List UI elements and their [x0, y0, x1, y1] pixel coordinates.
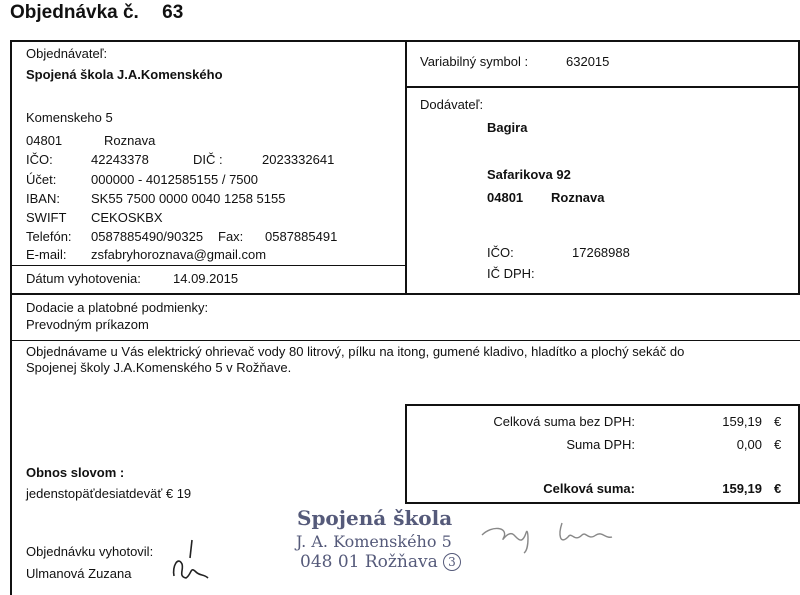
stamp-mark: 3 — [443, 553, 461, 571]
in-words-label: Obnos slovom : — [26, 465, 125, 480]
customer-phone-label: Telefón: — [26, 229, 72, 244]
vat-currency: € — [774, 437, 782, 452]
subtotal-label: Celková suma bez DPH: — [493, 414, 635, 429]
issued-by-label: Objednávku vyhotovil: — [26, 544, 154, 559]
customer-account: 000000 - 4012585155 / 7500 — [91, 172, 258, 187]
in-words-value: jedenstopäťdesiatdeväť € 19 — [26, 486, 192, 501]
frame-middle — [405, 40, 407, 295]
supplier-street: Safarikova 92 — [487, 167, 571, 182]
order-title — [10, 2, 183, 24]
order-body-line2: Spojenej školy J.A.Komenského 5 v Rožňave. — [26, 360, 292, 375]
date-label: Dátum vyhotovenia: — [26, 271, 141, 286]
customer-heading: Objednávateľ: — [26, 46, 108, 61]
terms-label: Dodacie a platobné podmienky: — [26, 300, 209, 315]
stamp-line1: Spojená škola — [297, 506, 453, 530]
order-title-label: Objednávka č. — [10, 2, 139, 23]
supplier-icdph-label: IČ DPH: — [487, 266, 535, 281]
customer-name: Spojená škola J.A.Komenského — [26, 67, 223, 82]
customer-zip: 04801 — [26, 133, 63, 148]
supplier-name: Bagira — [487, 120, 528, 135]
customer-street: Komenskeho 5 — [26, 110, 113, 125]
supplier-city: Roznava — [551, 190, 605, 205]
customer-city: Roznava — [104, 133, 156, 148]
subtotal-currency: € — [774, 414, 782, 429]
customer-swift: CEKOSKBX — [91, 210, 163, 225]
customer-fax: 0587885491 — [265, 229, 338, 244]
vat-label: Suma DPH: — [566, 437, 635, 452]
customer-ico-label: IČO: — [26, 152, 53, 167]
customer-dic: 2023332641 — [262, 152, 335, 167]
header-bottom — [10, 293, 800, 295]
stamp-line2: J. A. Komenského 5 — [296, 532, 452, 551]
customer-swift-label: SWIFT — [26, 210, 67, 225]
supplier-zip: 04801 — [487, 190, 524, 205]
vs-divider — [405, 86, 800, 88]
order-body-line1: Objednávame u Vás elektrický ohrievač vody 80 litrový, pílku na itong, gumené kladivo, hladítko a plochý sekáč do — [26, 344, 685, 359]
variable-symbol-value: 632015 — [566, 54, 610, 69]
customer-email: zsfabryhoroznava@gmail.com — [91, 247, 267, 262]
stamp-line3: 048 01 Rožňava — [300, 552, 438, 572]
customer-phone: 0587885490/90325 — [91, 229, 204, 244]
customer-email-label: E-mail: — [26, 247, 67, 262]
issued-by-name: Ulmanová Zuzana — [26, 566, 132, 581]
variable-symbol-label: Variabilný symbol : — [420, 54, 529, 69]
frame-left — [10, 40, 12, 595]
terms-divider — [10, 340, 800, 341]
customer-fax-label: Fax: — [218, 229, 244, 244]
customer-dic-label: DIČ : — [193, 152, 223, 167]
supplier-ico-label: IČO: — [487, 245, 514, 260]
total-label: Celková suma: — [543, 481, 635, 496]
customer-ico: 42243378 — [91, 152, 149, 167]
subtotal-value: 159,19 — [722, 414, 762, 429]
customer-account-label: Účet: — [26, 172, 57, 187]
order-number: 63 — [162, 2, 184, 23]
total-value: 159,19 — [722, 481, 762, 496]
supplier-heading: Dodávateľ: — [420, 97, 484, 112]
customer-iban: SK55 7500 0000 0040 1258 5155 — [91, 191, 286, 206]
vat-value: 0,00 — [736, 437, 762, 452]
issuer-signature — [168, 536, 214, 584]
customer-iban-label: IBAN: — [26, 191, 60, 206]
total-currency: € — [774, 481, 782, 496]
supplier-ico: 17268988 — [572, 245, 630, 260]
date-value: 14.09.2015 — [173, 271, 239, 286]
terms-value: Prevodným príkazom — [26, 317, 149, 332]
date-divider — [10, 265, 406, 266]
director-signature — [478, 515, 618, 555]
